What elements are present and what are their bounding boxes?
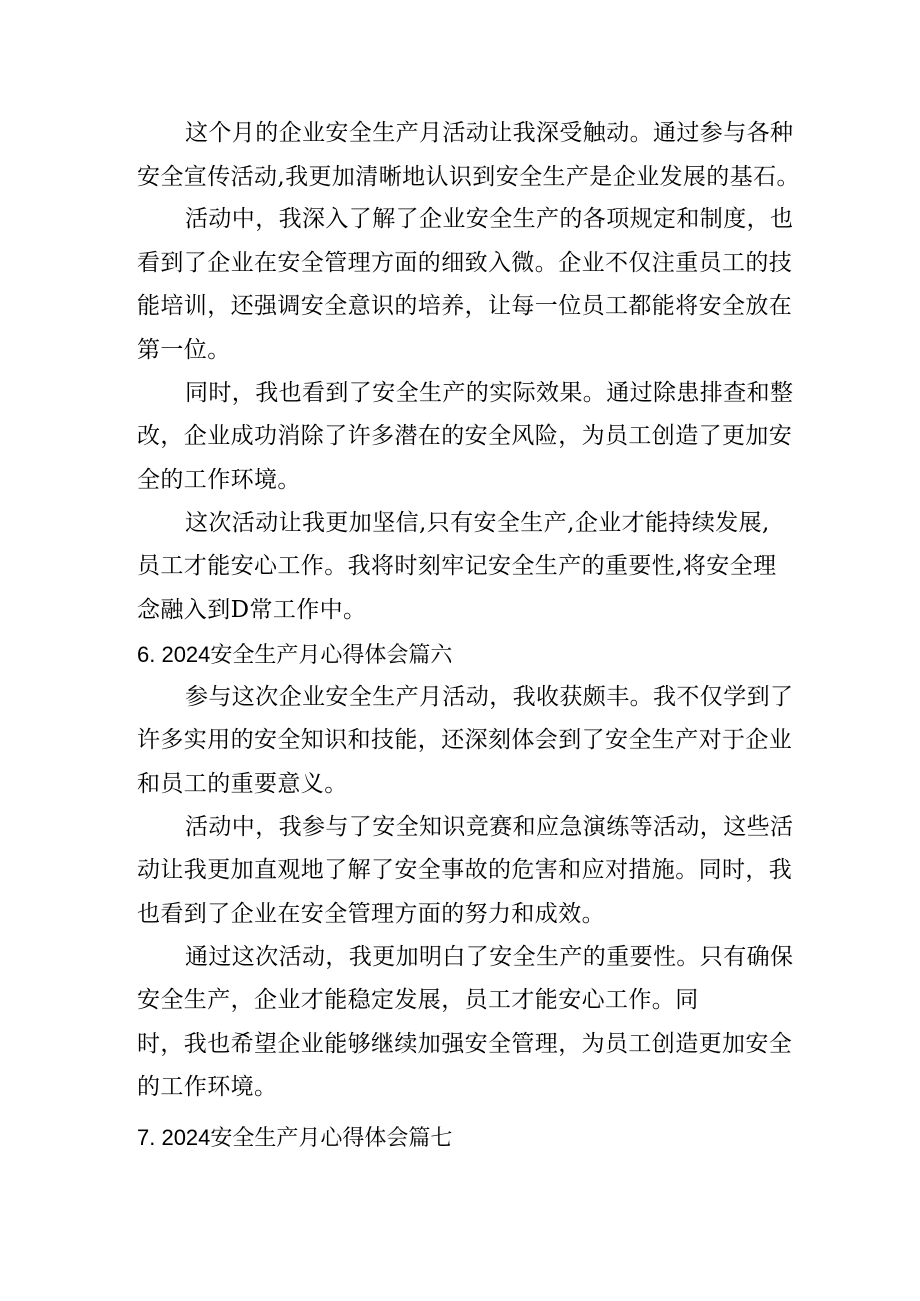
paragraph-line: 的工作环境。 — [137, 1074, 278, 1100]
paragraph-line: 参与这次企业安全生产月活动，我收获颇丰。我不仅学到了 — [185, 684, 794, 710]
paragraph-line: 活动中，我深入了解了企业安全生产的各项规定和制度，也 — [185, 206, 794, 232]
paragraph-line: 能培训，还强调安全意识的培养，让每一位员工都能将安全放在 — [137, 293, 793, 319]
paragraph-line: 安全宣传活动,我更加清晰地认识到安全生产是企业发展的基石。 — [137, 164, 800, 190]
paragraph-line: 和员工的重要意义。 — [137, 771, 348, 797]
paragraph-line: 这次活动让我更加坚信,只有安全生产,企业才能持续发展, — [185, 510, 770, 536]
section-heading: 7. 2024安全生产月心得体会篇七 — [137, 1125, 453, 1150]
paragraph-line: 这个月的企业安全生产月活动让我深受触动。通过参与各种 — [185, 120, 794, 146]
paragraph-line: 动让我更加直观地了解了安全事故的危害和应对措施。同时，我 — [137, 857, 793, 883]
paragraph-line: 第一位。 — [137, 337, 231, 363]
paragraph-line: 活动中，我参与了安全知识竞赛和应急演练等活动，这些活 — [185, 814, 794, 840]
paragraph-line: 通过这次活动，我更加明白了安全生产的重要性。只有确保 — [185, 944, 794, 970]
paragraph-line: 安全生产，企业才能稳定发展，员工才能安心工作。同 — [137, 987, 699, 1013]
paragraph-line: 员工才能安心工作。我将时刻牢记安全生产的重要性,将安全理 — [137, 553, 777, 579]
paragraph-line: 改，企业成功消除了许多潜在的安全风险，为员工创造了更加安 — [137, 423, 793, 449]
section-heading: 6. 2024安全生产月心得体会篇六 — [137, 642, 453, 667]
paragraph-line: 时，我也希望企业能够继续加强安全管理，为员工创造更加安全 — [137, 1031, 793, 1057]
paragraph-line: 许多实用的安全知识和技能，还深刻体会到了安全生产对于企业 — [137, 727, 793, 753]
paragraph-line: 也看到了企业在安全管理方面的努力和成效。 — [137, 901, 605, 927]
paragraph-line: 看到了企业在安全管理方面的细致入微。企业不仅注重员工的技 — [137, 250, 793, 276]
paragraph-line: 全的工作环境。 — [137, 467, 301, 493]
paragraph-line: 念融入到D常工作中。 — [137, 597, 367, 623]
paragraph-line: 同时，我也看到了安全生产的实际效果。通过除患排查和整 — [185, 380, 794, 406]
